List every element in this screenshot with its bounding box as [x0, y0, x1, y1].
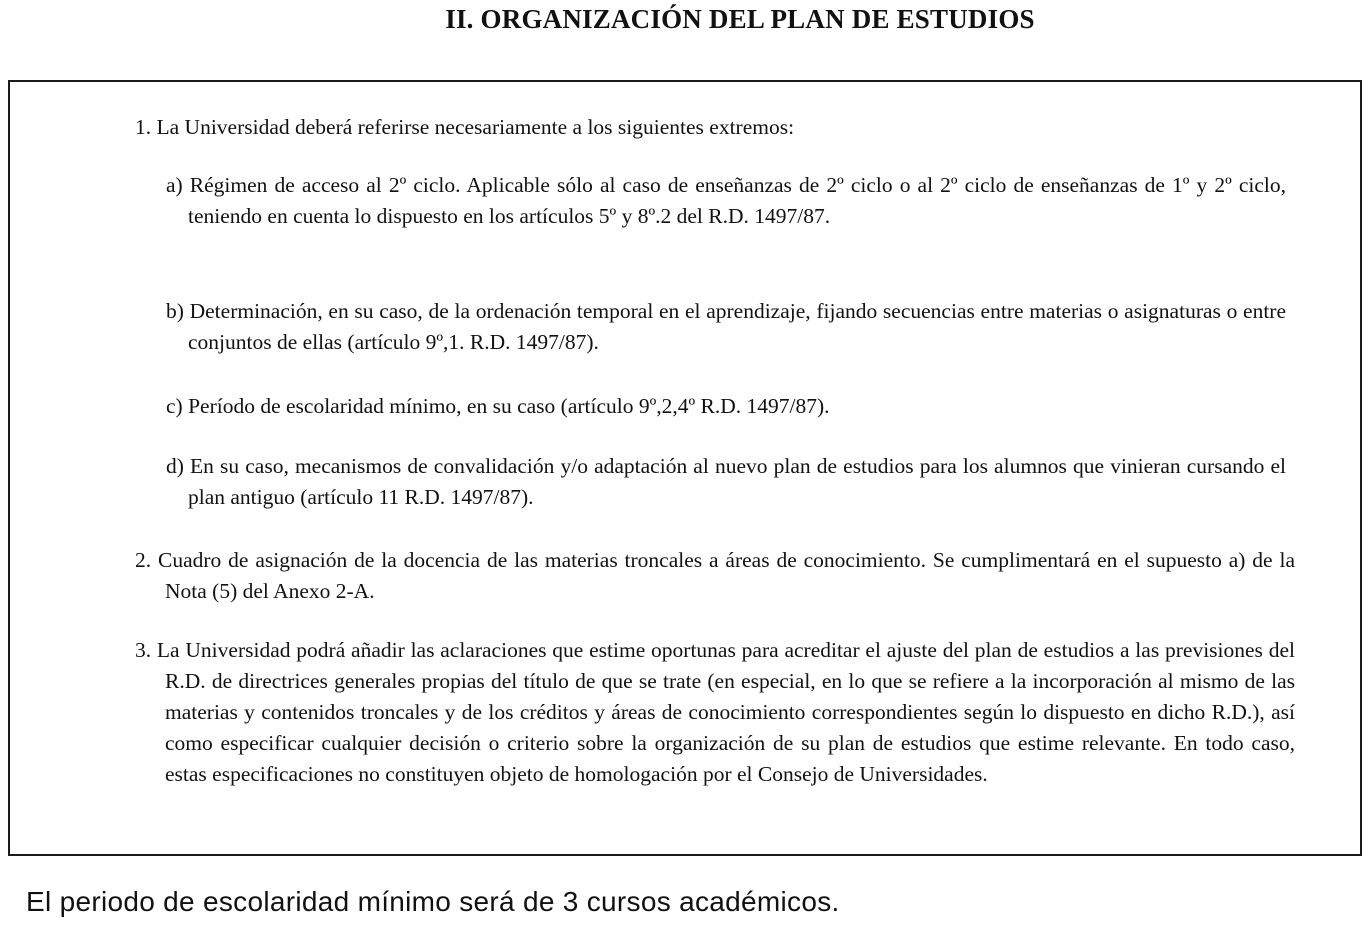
section-1-item-b: b) Determinación, en su caso, de la ordenación temporal en el aprendizaje, fijando secuencias entre materias o asignaturas o entre conjuntos de ellas (artículo 9º,1. R.D. 1497/87). — [166, 299, 1286, 354]
section-1-item-d: d) En su caso, mecanismos de convalidación y/o adaptación al nuevo plan de estudios para los alumnos que vinieran cursando el plan antiguo (artículo 11 R.D. 1497/87). — [166, 454, 1286, 509]
section-1-item-a: a) Régimen de acceso al 2º ciclo. Aplicable sólo al caso de enseñanzas de 2º ciclo o al 2º ciclo de enseñanzas de 1º y 2º ciclo, teniendo en cuenta lo dispuesto en los artículos 5º y 8º.2 del R.D. 1497/87. — [166, 173, 1286, 228]
page-title: II. ORGANIZACIÓN DEL PLAN DE ESTUDIOS — [445, 4, 1035, 34]
section-2-text: 2. Cuadro de asignación de la docencia de las materias troncales a áreas de conocimiento. Se cumplimentará en el supuesto a) de la Nota (5) del Anexo 2-A. — [135, 548, 1295, 603]
section-3-text: 3. La Universidad podrá añadir las aclaraciones que estime oportunas para acreditar el ajuste del plan de estudios a las previsiones del R.D. de directrices generales propias del título de que se trate (en especial, en lo que se refiere a la incorporación al mismo de las materias y contenidos troncales y de los créditos y áreas de conocimiento correspondientes según lo dispuesto en dicho R.D.), así como especificar cualquier decisión o criterio sobre la organización de su plan de estudios que estime relevante. En todo caso, estas especificaciones no constituyen objeto de homologación por el Consejo de Universidades. — [135, 638, 1295, 786]
section-1-item-c: c) Período de escolaridad mínimo, en su caso (artículo 9º,2,4º R.D. 1497/87). — [166, 394, 830, 418]
section-1-intro: 1. La Universidad deberá referirse necesariamente a los siguientes extremos: — [135, 115, 795, 139]
footer-note: El periodo de escolaridad mínimo será de 3 cursos académicos. — [26, 886, 840, 917]
